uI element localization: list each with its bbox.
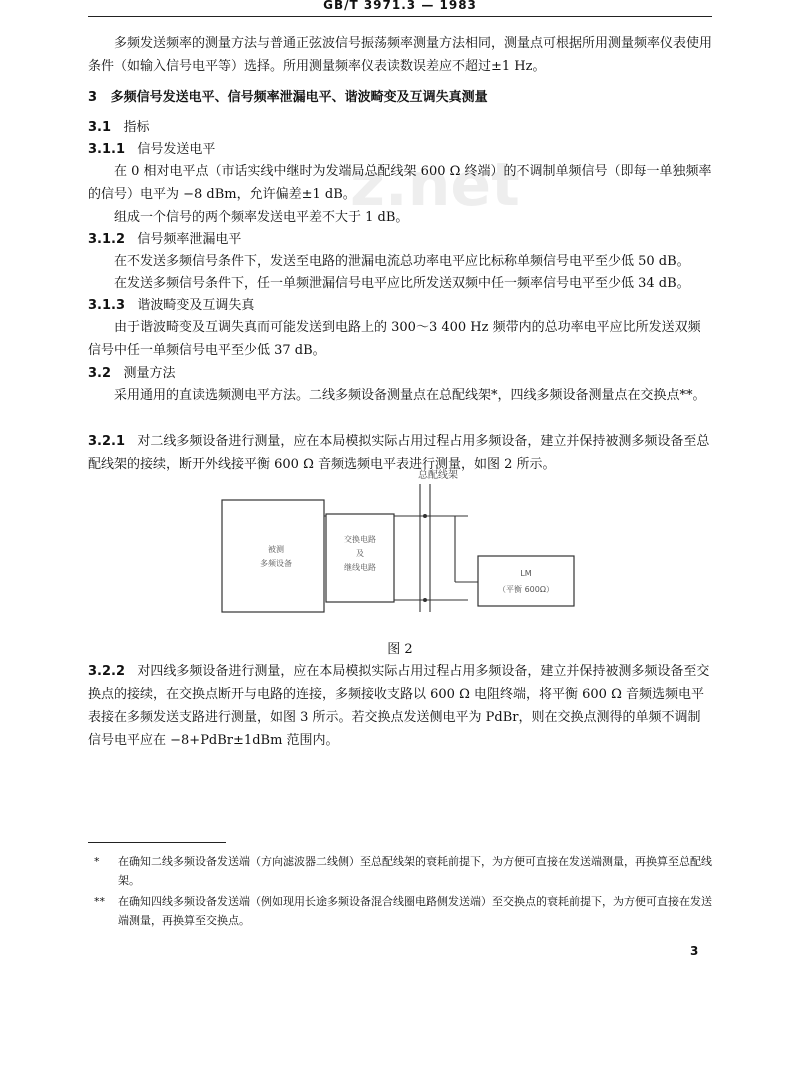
section-3-1-3-paragraph-1: 由于谐波畸变及互调失真而可能发送到电路上的 300～3 400 Hz 频带内的总功率电平应比所发送双频信号中任一单频信号电平至少低 37 dB。 <box>88 320 701 358</box>
level-meter-sublabel: （平衡 600Ω） <box>498 585 554 594</box>
section-3-1-number: 3.1 <box>88 120 112 135</box>
section-3-1-3-number: 3.1.3 <box>88 298 126 313</box>
section-3-2-1-number: 3.2.1 <box>88 434 126 449</box>
switching-label-2: 及 <box>356 549 364 558</box>
header-rule <box>88 16 712 17</box>
mf-device-prefix: 被测 <box>268 545 284 554</box>
watermark: z.net <box>350 150 520 220</box>
section-3-1-title: 指标 <box>123 120 150 135</box>
section-3-2-title: 测量方法 <box>123 366 176 381</box>
footnote-1 <box>94 852 712 890</box>
section-3-1-2-number: 3.1.2 <box>88 232 126 247</box>
mf-device-box <box>222 500 324 612</box>
section-3-2-2-number: 3.2.2 <box>88 664 126 679</box>
intro-paragraph: 多频发送频率的测量方法与普通正弦波信号振荡频率测量方法相同，测量点可根据所用测量频率仪表使用条件（如输入信号电平等）选择。所用测量频率仪表读数误差应不超过±1 Hz。 <box>88 36 713 74</box>
section-3-2-2-text: 对四线多频设备进行测量，应在本局模拟实际占用过程占用多频设备，建立并保持被测多频设备至交换点的接续，在交换点断开与电路的连接，多频接收支路以 600 Ω 电阻终端，将平衡 600 Ω 音频选频电平表接在多频发送支路进行测量，如图 3 所示。若交换点发送侧电平为 PdBr，则在交换点测得的单频不调制信号电平应在 −8+PdBr±1dBm 范围内。 <box>88 664 710 748</box>
section-3-1-2-paragraph-1: 在不发送多频信号条件下，发送至电路的泄漏电流总功率电平应比标称单频信号电平至少低 50 dB。 <box>114 254 690 269</box>
section-3-title: 多频信号发送电平、信号频率泄漏电平、谐波畸变及互调失真测量 <box>110 90 488 105</box>
section-3-heading <box>88 86 712 109</box>
section-3-number: 3 <box>88 90 98 105</box>
footnote-rule <box>88 842 226 843</box>
figure-2-caption: 图 2 <box>387 642 413 657</box>
section-3-2-1-text: 对二线多频设备进行测量，应在本局模拟实际占用过程占用多频设备，建立并保持被测多频设备至总配线架的接续，断开外线接平衡 600 Ω 音频选频电平表进行测量，如图 2 所示。 <box>88 434 710 472</box>
section-3-2-heading <box>88 362 712 385</box>
page-number: 3 <box>690 944 699 958</box>
section-3-1-2-heading <box>88 228 712 251</box>
section-3-1-1-title: 信号发送电平 <box>137 142 216 157</box>
section-3-1-2-paragraph-2: 在发送多频信号条件下，任一单频泄漏信号电平应比所发送双频中任一频率信号电平至少低 34 dB。 <box>114 276 690 291</box>
section-3-1-1-paragraph-1: 在 0 相对电平点（市话实线中继时为发端局总配线架 600 Ω 终端）的不调制单频信号（即每一单独频率的信号）电平为 −8 dBm，允许偏差±1 dB。 <box>88 164 712 202</box>
section-3-1-2-title: 信号频率泄漏电平 <box>137 232 242 247</box>
section-3-1-3-title: 谐波畸变及互调失真 <box>137 298 255 313</box>
junction-bottom <box>423 598 427 602</box>
section-3-1-3-heading <box>88 294 712 317</box>
level-meter-box <box>478 556 574 606</box>
switching-label-1: 交换电路 <box>344 535 376 544</box>
level-meter-label: LM <box>520 569 532 578</box>
section-3-1-1-number: 3.1.1 <box>88 142 126 157</box>
footnote-1-mark: * <box>94 855 100 868</box>
mf-device-label: 多频设备 <box>260 559 292 568</box>
footnote-1-text: 在确知二线多频设备发送端（方向滤波器二线侧）至总配线架的衰耗前提下，为方便可直接在发送端测量，再换算至总配线架。 <box>118 855 712 887</box>
footnote-2-text: 在确知四线多频设备发送端（例如现用长途多频设备混合线圈电路侧发送端）至交换点的衰耗前提下，为方便可直接在发送端测量，再换算至交换点。 <box>118 895 712 927</box>
section-3-1-1-heading <box>88 138 712 161</box>
switching-circuit-box <box>326 514 394 602</box>
standard-number: GB/T 3971.3 — 1983 <box>323 0 477 12</box>
figure-2-diagram <box>0 460 800 640</box>
footnote-2-mark: ** <box>94 895 105 908</box>
mdf-label: 总配线架 <box>418 470 458 481</box>
section-3-2-2-paragraph <box>88 660 712 752</box>
junction-top <box>423 514 427 518</box>
section-3-2-paragraph-1: 采用通用的直读选频测电平方法。二线多频设备测量点在总配线架*，四线多频设备测量点在交换点**。 <box>114 388 706 403</box>
section-3-2-number: 3.2 <box>88 366 112 381</box>
switching-label-3: 继线电路 <box>344 563 376 572</box>
section-3-1-heading <box>88 116 712 139</box>
footnote-2 <box>94 892 712 930</box>
section-3-1-1-paragraph-2: 组成一个信号的两个频率发送电平差不大于 1 dB。 <box>114 210 409 225</box>
